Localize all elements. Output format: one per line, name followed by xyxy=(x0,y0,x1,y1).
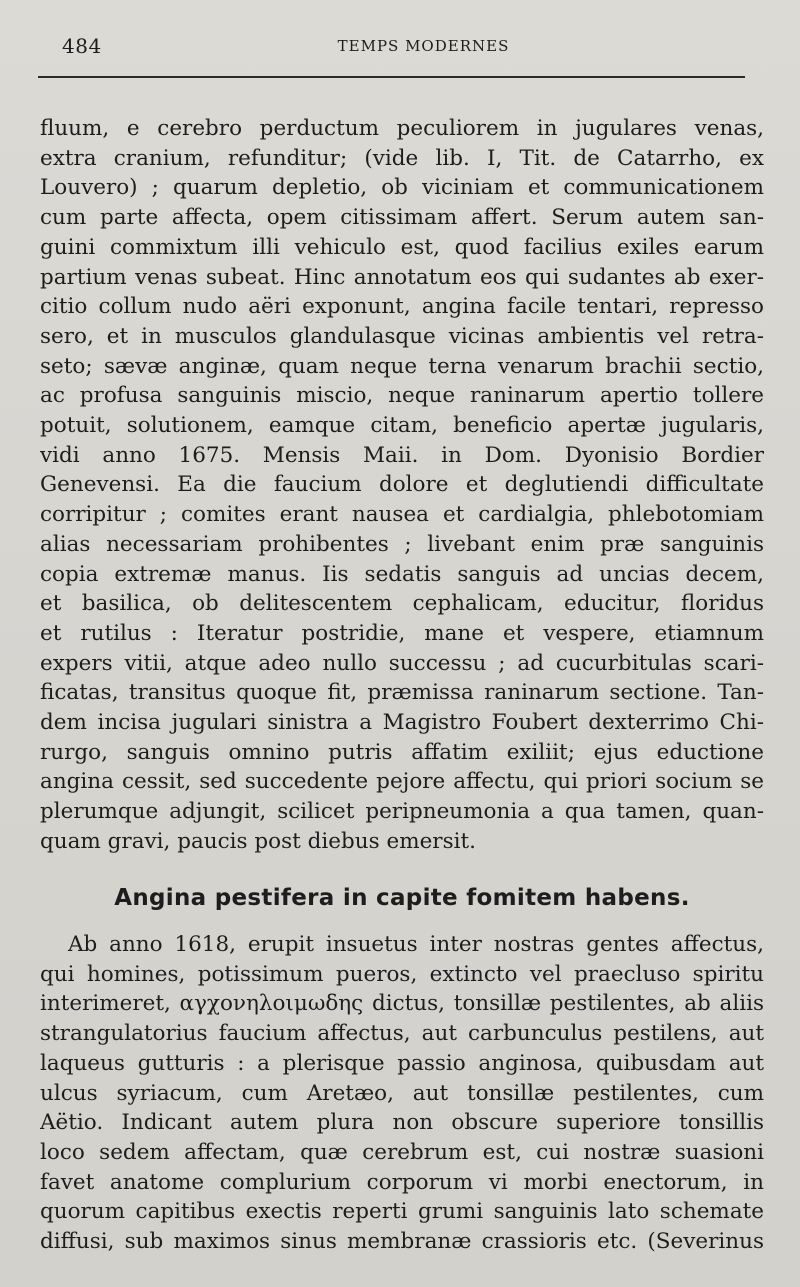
text-line: ficatas, transitus quoque fit, præmissa raninarum sectione. Tan- xyxy=(40,680,764,706)
text-line: alias necessariam prohibentes ; livebant enim præ sanguinis xyxy=(40,531,764,557)
text-line: Louvero) ; quarum depletio, ob viciniam et communicationem xyxy=(40,175,764,201)
text-line: et rutilus : Iteratur postridie, mane et vespere, etiamnum xyxy=(40,620,764,646)
paragraph-2 xyxy=(40,930,764,1257)
text-line: fluum, e cerebro perductum peculiorem in jugulares venas, xyxy=(40,116,764,141)
text-line: Aëtio. Indicant autem plura non obscure superiore tonsillis xyxy=(40,1110,764,1136)
text-line: sero, et in musculos glandulasque vicinas ambientis vel retra- xyxy=(40,323,764,349)
text-line: expers vitii, atque adeo nullo successu ; ad cucurbitulas scari- xyxy=(40,650,764,676)
text-line: extra cranium, refunditur; (vide lib. I, Tit. de Catarrho, ex xyxy=(40,145,764,171)
text-line: seto; sævæ anginæ, quam neque terna venarum brachii sectio, xyxy=(40,353,764,379)
text-line: ac profusa sanguinis miscio, neque raninarum apertio tollere xyxy=(40,383,764,409)
text-line: qui homines, potissimum pueros, extincto vel praecluso spiritu xyxy=(40,961,764,987)
running-head xyxy=(62,32,745,60)
text-line: interimeret, αγχονηλοιμωδης dictus, tonsillæ pestilentes, ab aliis xyxy=(40,991,764,1017)
text-line: cum parte affecta, opem citissimam affert. Serum autem san- xyxy=(40,205,764,231)
page-number: 484 xyxy=(62,34,102,58)
text-line: Ab anno 1618, erupit insuetus inter nostras gentes affectus, xyxy=(68,932,764,957)
running-title: TEMPS MODERNES xyxy=(337,37,510,55)
text-line: potuit, solutionem, eamque citam, beneficio apertæ jugularis, xyxy=(40,413,764,439)
text-line: citio collum nudo aëri exponunt, angina facile tentari, represso xyxy=(40,294,764,320)
text-line: guini commixtum illi vehiculo est, quod facilius exiles earum xyxy=(40,234,764,260)
text-line: favet anatome complurium corporum vi morbi enectorum, in xyxy=(40,1169,764,1195)
text-line: diffusi, sub maximos sinus membranæ crassioris etc. (Severinus xyxy=(40,1229,764,1255)
text-line: dem incisa jugulari sinistra a Magistro Foubert dexterrimo Chi- xyxy=(40,710,764,736)
text-line: corripitur ; comites erant nausea et cardialgia, phlebotomiam xyxy=(40,502,764,528)
text-line: rurgo, sanguis omnino putris affatim exiliit; ejus eductione xyxy=(40,739,764,765)
section-heading: Angina pestifera in capite fomitem habens. xyxy=(114,885,690,911)
text-line: partium venas subeat. Hinc annotatum eos qui sudantes ab exer- xyxy=(40,264,764,290)
text-line: laqueus gutturis : a plerisque passio anginosa, quibusdam aut xyxy=(40,1050,764,1076)
text-line: quorum capitibus exectis reperti grumi sanguinis lato schemate xyxy=(40,1199,764,1225)
text-line: et basilica, ob delitescentem cephalicam, educitur, floridus xyxy=(40,591,764,617)
text-line: copia extremæ manus. Iis sedatis sanguis ad uncias decem, xyxy=(40,561,764,587)
paragraph-1 xyxy=(40,114,764,857)
text-line: strangulatorius faucium affectus, aut carbunculus pestilens, aut xyxy=(40,1021,764,1047)
header-rule xyxy=(38,76,745,78)
text-line: loco sedem affectam, quæ cerebrum est, cui nostræ suasioni xyxy=(40,1139,764,1165)
text-line: plerumque adjungit, scilicet peripneumonia a qua tamen, quan- xyxy=(40,799,764,825)
text-line: angina cessit, sed succedente pejore affectu, qui priori socium se xyxy=(40,769,764,795)
text-line: quam gravi, paucis post diebus emersit. xyxy=(40,828,476,854)
text-line: ulcus syriacum, cum Aretæo, aut tonsillæ pestilentes, cum xyxy=(40,1080,764,1106)
text-line: Genevensi. Ea die faucium dolore et deglutiendi difficultate xyxy=(40,472,764,498)
text-line: vidi anno 1675. Mensis Maii. in Dom. Dyonisio Bordier xyxy=(40,442,764,468)
